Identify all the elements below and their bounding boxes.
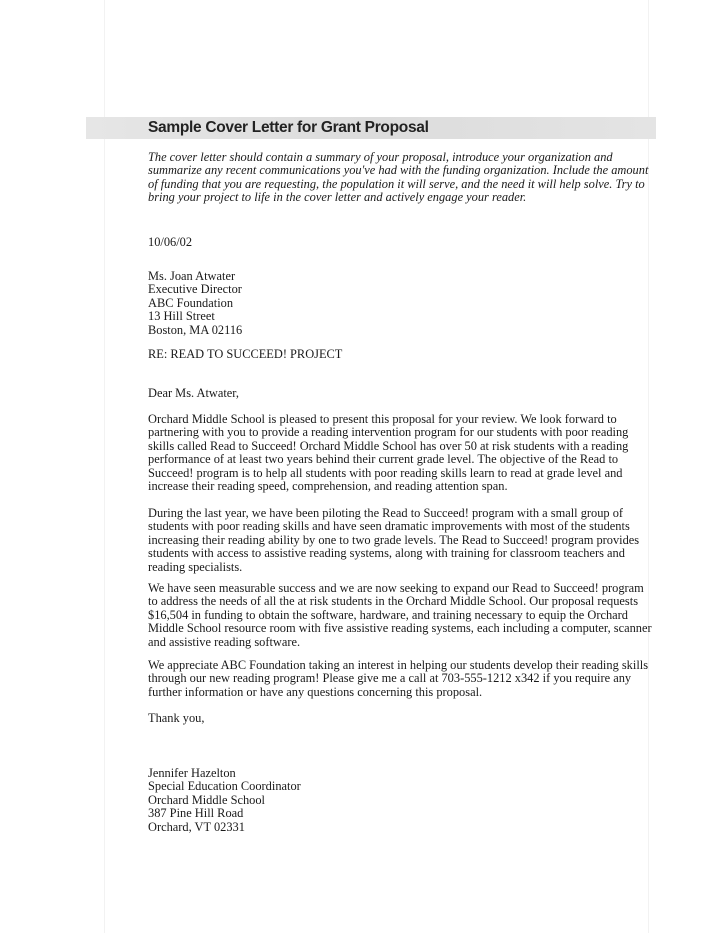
text-line: We appreciate ABC Foundation taking an interest in helping our students develop their reading skills (148, 658, 649, 672)
text-line: performance of at least two years behind their current grade level. The objective of the Read to (148, 452, 619, 467)
document-title: Sample Cover Letter for Grant Proposal (148, 119, 429, 136)
text-line: Jennifer Hazelton (148, 766, 236, 780)
text-line: skills called Read to Succeed! Orchard Middle School has over 50 at risk students with a reading (148, 438, 629, 453)
scan-artifact (104, 0, 105, 933)
paragraph-4 (148, 659, 648, 699)
text-line: bring your project to life in the cover letter and actively engage your reader. (148, 190, 527, 205)
text-line: further information or have any questions concerning this proposal. (148, 684, 483, 699)
text-line: 13 Hill Street (148, 309, 215, 324)
text-line: partnering with you to provide a reading intervention program for our students with poor reading (148, 425, 629, 440)
salutation: Dear Ms. Atwater, (148, 386, 240, 400)
text-line: summarize any recent communications you've had with the funding organization. Include the amount (148, 163, 649, 178)
paragraph-2 (148, 507, 639, 574)
text-line: Succeed! program is to help all students with poor reading skills learn to read at grade level and (148, 465, 623, 480)
text-line: During the last year, we have been piloting the Read to Succeed! program with a small group of (148, 506, 624, 520)
text-line: Orchard Middle School is pleased to present this proposal for your review. We look forward to (148, 412, 617, 426)
text-line: Executive Director (148, 282, 242, 297)
text-line: Orchard, VT 02331 (148, 819, 245, 834)
text-line: Orchard Middle School (148, 792, 265, 807)
text-line: Special Education Coordinator (148, 779, 301, 794)
text-line: students with poor reading skills and have seen dramatic improvements with most of the students (148, 519, 630, 534)
text-line: Middle School resource room with five assistive reading systems, each including a computer, scanner (148, 621, 652, 636)
text-line: Boston, MA 02116 (148, 322, 243, 337)
text-line: $16,504 in funding to obtain the software, hardware, and training necessary to equip the Orchard (148, 607, 628, 622)
paragraph-3 (148, 582, 652, 649)
paragraph-1 (148, 413, 628, 493)
text-line: The cover letter should contain a summary of your proposal, introduce your organization and (148, 150, 613, 164)
text-line: 387 Pine Hill Road (148, 806, 244, 821)
text-line: We have seen measurable success and we are now seeking to expand our Read to Succeed! program (148, 581, 644, 595)
recipient-address (148, 270, 242, 337)
signature-block (148, 767, 301, 834)
letter-date: 10/06/02 (148, 235, 193, 249)
text-line: through our new reading program! Please give me a call at 703-555-1212 x342 if you require any (148, 671, 632, 686)
text-line: students with access to assistive reading systems, along with training for classroom teachers and (148, 546, 625, 561)
closing: Thank you, (148, 711, 205, 725)
text-line: reading specialists. (148, 559, 243, 574)
text-line: increasing their reading ability by one to two grade levels. The Read to Succeed! program provides (148, 532, 640, 547)
text-line: increase their reading speed, comprehension, and reading attention span. (148, 479, 508, 494)
text-line: to address the needs of all the at risk students in the Orchard Middle School. Our proposal requests (148, 594, 639, 609)
subject-line: RE: READ TO SUCCEED! PROJECT (148, 347, 343, 361)
text-line: and assistive reading software. (148, 634, 301, 649)
text-line: Ms. Joan Atwater (148, 269, 236, 283)
text-line: of funding that you are requesting, the population it will serve, and the need it will help solve. Try to (148, 176, 645, 191)
scan-artifact (648, 0, 649, 933)
instructions (148, 151, 648, 205)
text-line: ABC Foundation (148, 295, 234, 310)
